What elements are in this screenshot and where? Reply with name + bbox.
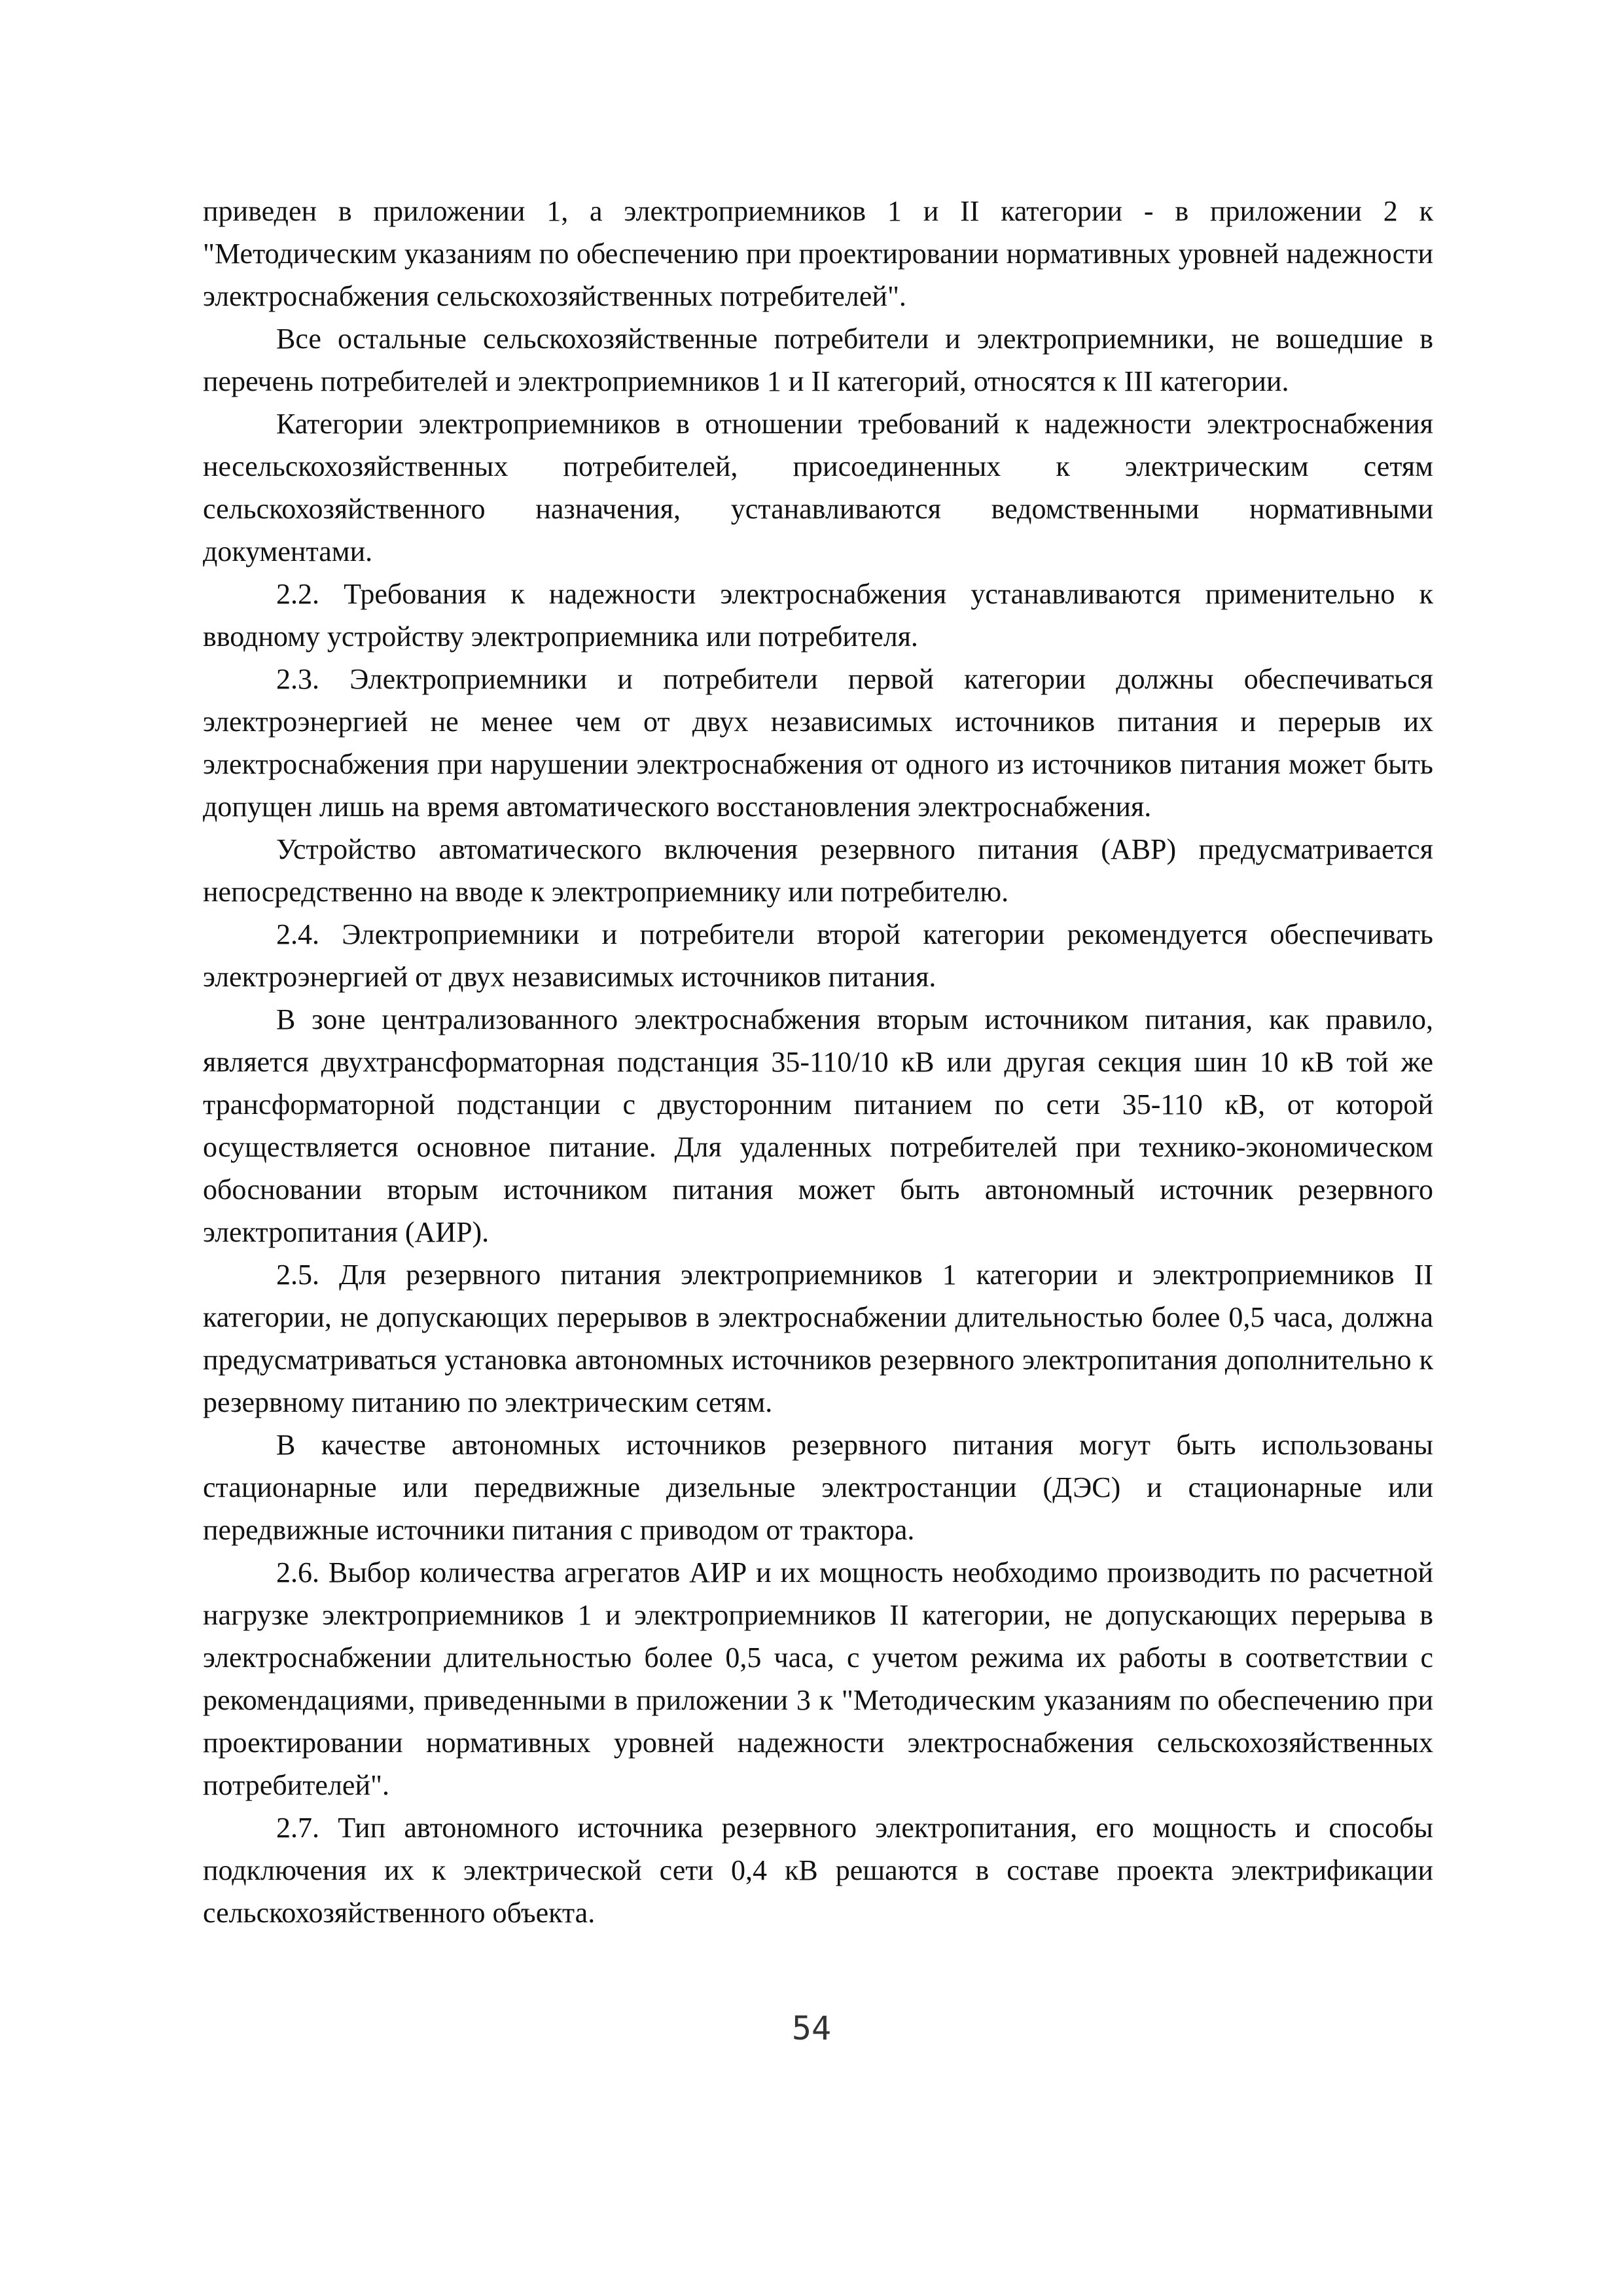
- page-number: 54: [791, 2009, 832, 2047]
- paragraph-2-7: 2.7. Тип автономного источника резервного электропитания, его мощность и способы подключения их к электрической сети 0,4 кВ решаются в составе проекта электрификации сельскохозяйственного объекта.: [203, 1812, 1433, 1929]
- paragraph-categories: Категории электроприемников в отношении требований к надежности электроснабжения несельскохозяйственных потребителей, присоединенных к электрическим сетям сельскохозяйственного назначения, устанавливаются ведомственными нормативными документами.: [203, 408, 1433, 567]
- paragraph-2-2: 2.2. Требования к надежности электроснабжения устанавливаются применительно к вводному устройству электроприемника или потребителя.: [203, 578, 1433, 653]
- paragraph-autonomous-sources: В качестве автономных источников резервного питания могут быть использованы стационарные или передвижные дизельные электростанции (ДЭС) и стационарные или передвижные источники питания с приводом от трактора.: [203, 1429, 1433, 1546]
- paragraph-2-4: 2.4. Электроприемники и потребители второй категории рекомендуется обеспечивать электроэнергией от двух независимых источников питания.: [203, 918, 1433, 993]
- paragraph-2-5: 2.5. Для резервного питания электроприемников 1 категории и электроприемников II категории, не допускающих перерывов в электроснабжении длительностью более 0,5 часа, должна предусматриваться установка автономных источников резервного электропитания дополнительно к резервному питанию по электрическим сетям.: [203, 1259, 1433, 1418]
- paragraph-other-consumers: Все остальные сельскохозяйственные потребители и электроприемники, не вошедшие в перечень потребителей и электроприемников 1 и II категорий, относятся к III категории.: [203, 323, 1433, 397]
- paragraph-2-6: 2.6. Выбор количества агрегатов АИР и их мощность необходимо производить по расчетной нагрузке электроприемников 1 и электроприемников II категории, не допускающих перерыва в электроснабжении длительностью более 0,5 часа, с учетом режима их работы в соответствии с рекомендациями, приведенными в приложении 3 к "Методическим указаниям по обеспечению при проектировании нормативных уровней надежности электроснабжения сельскохозяйственных потребителей".: [203, 1556, 1433, 1801]
- paragraph-2-3: 2.3. Электроприемники и потребители первой категории должны обеспечиваться электроэнергией не менее чем от двух независимых источников питания и перерыв их электроснабжения при нарушении электроснабжения от одного из источников питания может быть допущен лишь на время автоматического восстановления электроснабжения.: [203, 663, 1433, 823]
- paragraph-central-zone: В зоне централизованного электроснабжения вторым источником питания, как правило, является двухтрансформаторная подстанция 35-110/10 кВ или другая секция шин 10 кВ той же трансформаторной подстанции с двусторонним питанием по сети 35-110 кВ, от которой осуществляется основное питание. Для удаленных потребителей при технико-экономическом обосновании вторым источником питания может быть автономный источник резервного электропитания (АИР).: [203, 1003, 1433, 1248]
- paragraph-avr: Устройство автоматического включения резервного питания (АВР) предусматривается непосредственно на вводе к электроприемнику или потребителю.: [203, 833, 1433, 908]
- paragraph-continuation: приведен в приложении 1, а электроприемников 1 и II категории - в приложении 2 к "Методическим указаниям по обеспечению при проектировании нормативных уровней надежности электроснабжения сельскохозяйственных потребителей".: [203, 195, 1433, 312]
- document-body: [203, 190, 1433, 1934]
